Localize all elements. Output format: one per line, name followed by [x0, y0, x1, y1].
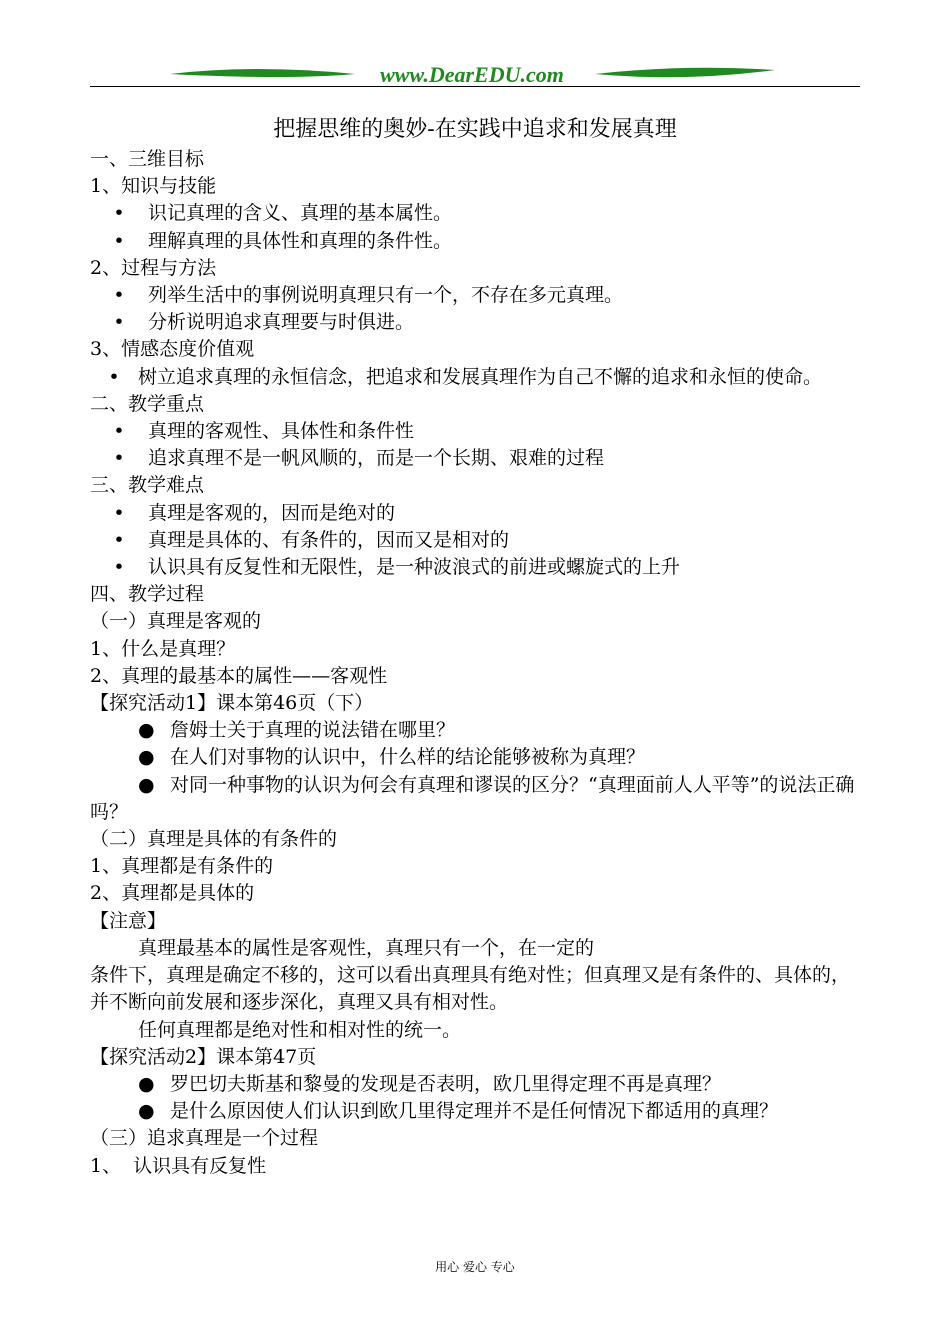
bullet-icon: •: [113, 202, 125, 225]
question-item: ● 詹姆士关于真理的说法错在哪里？: [90, 717, 865, 744]
bullet-icon: •: [113, 501, 125, 524]
bullet-icon: •: [113, 420, 125, 443]
filled-circle-icon: ●: [138, 1072, 155, 1095]
subsection-heading: （一）真理是客观的: [90, 610, 262, 633]
list-item: • 树立追求真理的永恒信念，把追求和发展真理作为自己不懈的追求和永恒的使命。: [90, 364, 865, 391]
question-item: 是什么原因使人们认识到欧几里得定理并不是任何情况下都适用的真理？: [170, 1100, 779, 1123]
paragraph: 1、真理都是有条件的: [90, 855, 274, 878]
bullet-icon: •: [113, 556, 125, 579]
bullet-icon: •: [113, 447, 125, 470]
paragraph: 2、真理都是具体的: [90, 882, 255, 905]
list-item: • 分析说明追求真理要与时俱进。: [90, 309, 865, 336]
header-rule: [90, 86, 860, 87]
section-heading: 一、三维目标: [90, 148, 205, 170]
bullet-icon: •: [113, 284, 125, 307]
list-item: • 真理的客观性、具体性和条件性: [90, 418, 865, 445]
paragraph: 1、什么是真理？: [90, 637, 236, 660]
activity-heading: 【探究活动1】课本第46页（下）: [90, 692, 374, 715]
paragraph: 真理最基本的属性是客观性，真理只有一个，在一定的: [138, 936, 595, 959]
section-heading: 四、教学过程: [90, 583, 205, 606]
filled-circle-icon: ●: [138, 1100, 155, 1123]
bullet-icon: •: [113, 311, 125, 334]
note-heading: 【注意】: [90, 909, 167, 932]
list-item: • 追求真理不是一帆风顺的，而是一个长期、艰难的过程: [90, 445, 865, 472]
list-item: • 真理是具体的、有条件的，因而又是相对的: [90, 527, 865, 554]
section-heading: 二、教学重点: [90, 392, 205, 415]
page-footer: 用心 爱心 专心: [435, 1260, 515, 1274]
bullet-icon: •: [108, 365, 120, 388]
question-item: ● 罗巴切夫斯基和黎曼的发现是否表明，欧几里得定理不再是真理？: [90, 1071, 865, 1098]
paragraph: 2、真理的最基本的属性——客观性: [90, 664, 388, 687]
subsection-heading: （二）真理是具体的有条件的: [90, 828, 338, 851]
question-item: ● 在人们对事物的认识中，什么样的结论能够被称为真理？: [90, 744, 865, 771]
document-body: [90, 146, 865, 1180]
list-item: • 理解真理的具体性和真理的条件性。: [90, 228, 865, 255]
list-item: • 真理是客观的，因而是绝对的: [90, 500, 865, 527]
subsection-heading: 3、情感态度价值观: [90, 338, 255, 361]
logo-swoosh-right: [595, 68, 775, 77]
list-item: • 识记真理的含义、真理的基本属性。: [90, 200, 865, 227]
subsection-heading: （三）追求真理是一个过程: [90, 1127, 319, 1150]
subsection-heading: 2、过程与方法: [90, 256, 217, 279]
question-item: 对同一种事物的认识为何会有真理和谬误的区分？“真理面前人人平等”的说法正确吗？: [90, 773, 855, 823]
logo-text: www.DearEDU.com: [380, 62, 564, 87]
bullet-icon: •: [113, 229, 125, 252]
filled-circle-icon: ●: [138, 746, 155, 769]
document-title: 把握思维的奥妙-在实践中追求和发展真理: [273, 117, 677, 142]
section-heading: 三、教学难点: [90, 474, 205, 497]
filled-circle-icon: ●: [138, 773, 155, 796]
paragraph: 1、 认识具有反复性: [90, 1154, 267, 1177]
bullet-icon: •: [113, 528, 125, 551]
filled-circle-icon: ●: [138, 719, 155, 742]
list-item: • 列举生活中的事例说明真理只有一个，不存在多元真理。: [90, 282, 865, 309]
activity-heading: 【探究活动2】课本第47页: [90, 1045, 317, 1068]
subsection-heading: 1、知识与技能: [90, 175, 217, 198]
logo-swoosh-left: [170, 69, 355, 77]
paragraph: 任何真理都是绝对性和相对性的统一。: [138, 1018, 462, 1041]
paragraph: 条件下，真理是确定不移的，这可以看出真理具有绝对性；但真理又是有条件的、具体的，并不断向前发展和逐步深化，真理又具有相对性。: [90, 964, 851, 1014]
list-item: • 认识具有反复性和无限性，是一种波浪式的前进或螺旋式的上升: [90, 554, 865, 581]
